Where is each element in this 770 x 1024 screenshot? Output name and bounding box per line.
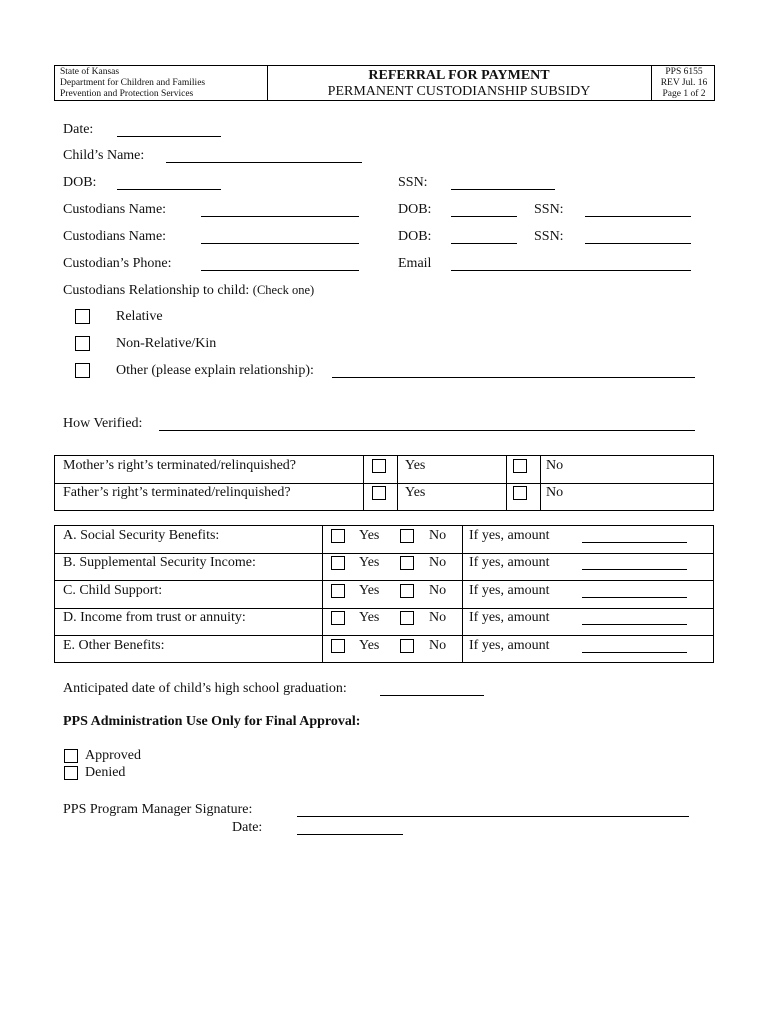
benefit-no-checkbox[interactable]: [400, 611, 414, 625]
benefit-no-checkbox[interactable]: [400, 584, 414, 598]
benefit-label: E. Other Benefits:: [63, 638, 165, 653]
benefit-label: B. Supplemental Security Income:: [63, 555, 256, 570]
benefit-yes-checkbox[interactable]: [331, 639, 345, 653]
mother-rights-no-label: No: [546, 458, 564, 473]
graduation-field[interactable]: [380, 695, 484, 696]
benefit-yes-checkbox[interactable]: [331, 529, 345, 543]
custodian2-ssn-label: SSN:: [534, 229, 564, 244]
benefit-amount-label: If yes, amount: [469, 610, 550, 625]
email-label: Email: [398, 256, 432, 271]
form-header: [54, 65, 715, 101]
benefit-no-label: No: [429, 555, 447, 570]
title-block: [267, 66, 652, 100]
father-rights-yes-checkbox[interactable]: [372, 486, 386, 500]
benefit-amount-field[interactable]: [582, 569, 687, 570]
benefit-yes-label: Yes: [359, 583, 380, 598]
benefit-no-label: No: [429, 528, 447, 543]
form-revision: REV Jul. 16: [660, 78, 708, 88]
graduation-label: Anticipated date of child’s high school graduation:: [63, 681, 347, 696]
denied-label: Denied: [85, 765, 126, 780]
relative-checkbox[interactable]: [75, 309, 90, 324]
non-relative-checkbox[interactable]: [75, 336, 90, 351]
other-explanation-field[interactable]: [332, 377, 695, 378]
benefit-yes-checkbox[interactable]: [331, 584, 345, 598]
benefit-yes-label: Yes: [359, 610, 380, 625]
signature-label: PPS Program Manager Signature:: [63, 802, 253, 817]
how-verified-field[interactable]: [159, 430, 695, 431]
approved-checkbox[interactable]: [64, 749, 78, 763]
custodian1-name-field[interactable]: [201, 216, 359, 217]
benefit-amount-label: If yes, amount: [469, 528, 550, 543]
agency-line-1: State of Kansas: [60, 67, 120, 77]
benefit-amount-field[interactable]: [582, 542, 687, 543]
relative-option-label: Relative: [116, 309, 163, 324]
form-number: PPS 6155: [665, 67, 703, 77]
agency-line-2: Department for Children and Families: [60, 78, 206, 88]
benefit-yes-checkbox[interactable]: [331, 611, 345, 625]
benefit-yes-label: Yes: [359, 638, 380, 653]
custodian-phone-field[interactable]: [201, 270, 359, 271]
benefit-yes-label: Yes: [359, 528, 380, 543]
custodian-phone-label: Custodian’s Phone:: [63, 256, 172, 271]
benefit-amount-field[interactable]: [582, 597, 687, 598]
father-rights-no-checkbox[interactable]: [513, 486, 527, 500]
benefit-amount-label: If yes, amount: [469, 583, 550, 598]
mother-rights-no-checkbox[interactable]: [513, 459, 527, 473]
father-rights-no-label: No: [546, 485, 564, 500]
dob-field[interactable]: [117, 189, 221, 190]
father-rights-label: Father’s right’s terminated/relinquished?: [63, 485, 291, 500]
mother-rights-yes-checkbox[interactable]: [372, 459, 386, 473]
signature-date-field[interactable]: [297, 834, 403, 835]
other-option-label: Other (please explain relationship):: [116, 363, 314, 378]
form-title: REFERRAL FOR PAYMENT: [368, 68, 550, 83]
approved-label: Approved: [85, 748, 141, 763]
custodian1-ssn-field[interactable]: [585, 216, 691, 217]
custodian1-name-label: Custodians Name:: [63, 202, 167, 217]
relationship-hint: (Check one): [252, 283, 315, 297]
custodian2-dob-field[interactable]: [451, 243, 517, 244]
custodian2-ssn-field[interactable]: [585, 243, 691, 244]
benefit-amount-field[interactable]: [582, 652, 687, 653]
custodian1-dob-field[interactable]: [451, 216, 517, 217]
admin-heading: PPS Administration Use Only for Final Approval:: [63, 714, 361, 729]
form-subtitle: PERMANENT CUSTODIANSHIP SUBSIDY: [327, 84, 591, 99]
benefit-label: A. Social Security Benefits:: [63, 528, 220, 543]
benefit-no-checkbox[interactable]: [400, 556, 414, 570]
child-name-field[interactable]: [166, 162, 362, 163]
benefit-amount-label: If yes, amount: [469, 638, 550, 653]
custodian2-dob-label: DOB:: [398, 229, 432, 244]
benefit-amount-label: If yes, amount: [469, 555, 550, 570]
how-verified-label: How Verified:: [63, 416, 143, 431]
non-relative-option-label: Non-Relative/Kin: [116, 336, 217, 351]
custodian1-dob-label: DOB:: [398, 202, 432, 217]
ssn-label: SSN:: [398, 175, 428, 190]
signature-date-label: Date:: [232, 820, 263, 835]
custodian2-name-label: Custodians Name:: [63, 229, 167, 244]
benefit-no-checkbox[interactable]: [400, 529, 414, 543]
dob-label: DOB:: [63, 175, 97, 190]
benefit-no-label: No: [429, 583, 447, 598]
date-label: Date:: [63, 122, 94, 137]
mother-rights-label: Mother’s right’s terminated/relinquished?: [63, 458, 297, 473]
benefit-no-checkbox[interactable]: [400, 639, 414, 653]
benefit-amount-field[interactable]: [582, 624, 687, 625]
agency-block: [55, 66, 268, 100]
page-number: Page 1 of 2: [662, 89, 706, 99]
mother-rights-yes-label: Yes: [405, 458, 426, 473]
custodian2-name-field[interactable]: [201, 243, 359, 244]
signature-field[interactable]: [297, 816, 689, 817]
custodian1-ssn-label: SSN:: [534, 202, 564, 217]
agency-line-3: Prevention and Protection Services: [60, 89, 194, 99]
father-rights-yes-label: Yes: [405, 485, 426, 500]
denied-checkbox[interactable]: [64, 766, 78, 780]
relationship-label: [63, 283, 314, 299]
relationship-label-text: Custodians Relationship to child:: [63, 283, 250, 298]
date-field[interactable]: [117, 136, 221, 137]
child-name-label: Child’s Name:: [63, 148, 145, 163]
email-field[interactable]: [451, 270, 691, 271]
ssn-field[interactable]: [451, 189, 555, 190]
benefit-no-label: No: [429, 610, 447, 625]
benefit-yes-label: Yes: [359, 555, 380, 570]
benefit-no-label: No: [429, 638, 447, 653]
other-checkbox[interactable]: [75, 363, 90, 378]
benefit-label: C. Child Support:: [63, 583, 163, 598]
benefit-label: D. Income from trust or annuity:: [63, 610, 246, 625]
benefit-yes-checkbox[interactable]: [331, 556, 345, 570]
